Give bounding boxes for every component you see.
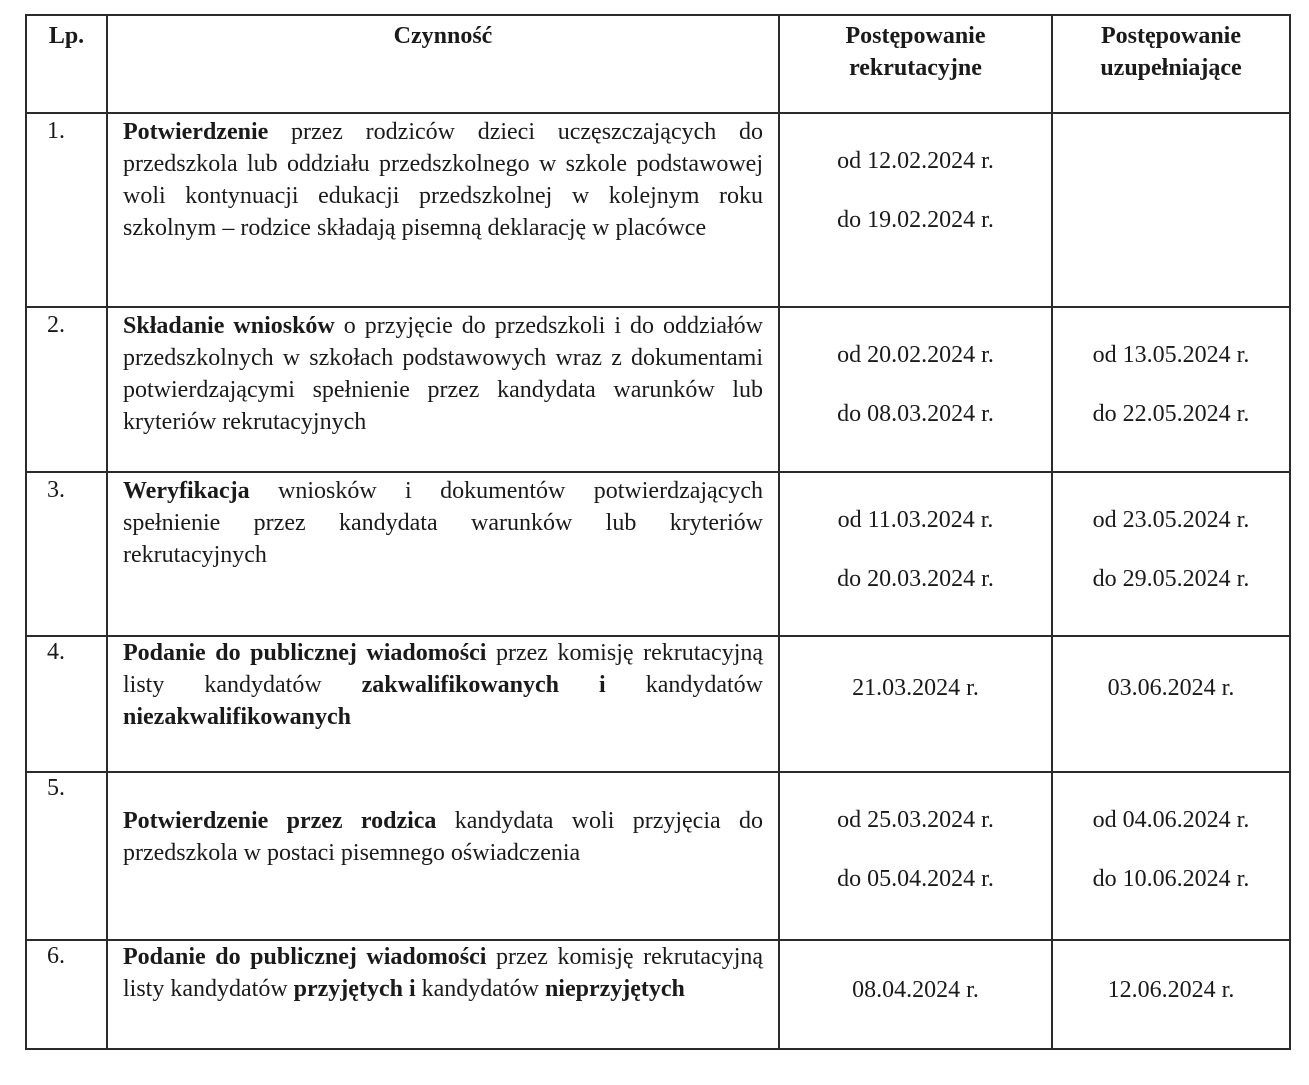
supplementary-from: od 23.05.2024 r. <box>1092 507 1250 533</box>
header-supplementary-line1: Postępowanie <box>1101 23 1241 49</box>
header-lp <box>26 15 107 113</box>
row-number-cell <box>26 636 107 772</box>
activity-bold: Podanie do publicznej wiadomości <box>123 944 487 970</box>
row-number: 2. <box>47 312 65 338</box>
row-number-cell <box>26 772 107 940</box>
header-recruitment-line2: rekrutacyjne <box>849 55 982 81</box>
header-row <box>26 15 1290 113</box>
header-supplementary-label <box>1053 16 1289 84</box>
activity-cell <box>107 772 779 940</box>
row-number-cell <box>26 472 107 636</box>
row-number-cell <box>26 113 107 307</box>
activity-bold: Weryfikacja <box>123 478 250 504</box>
activity-cell <box>107 472 779 636</box>
supplementary-from: od 13.05.2024 r. <box>1092 342 1250 368</box>
row-number: 6. <box>47 943 65 969</box>
row-number-cell <box>26 940 107 1049</box>
recruitment-date: 08.04.2024 r. <box>852 977 979 1003</box>
supplementary-to: do 10.06.2024 r. <box>1092 866 1250 892</box>
row-number: 3. <box>47 477 65 503</box>
table-row <box>26 636 1290 772</box>
supplementary-date: 12.06.2024 r. <box>1107 977 1235 1003</box>
header-recruitment-line1: Postępowanie <box>845 23 986 49</box>
supplementary-date-cell <box>1052 307 1290 472</box>
header-supplementary-line2: uzupełniające <box>1100 55 1242 81</box>
activity-bold: Potwierdzenie przez rodzica <box>123 808 437 834</box>
supplementary-from: od 04.06.2024 r. <box>1092 807 1250 833</box>
table-row <box>26 940 1290 1049</box>
row-number: 4. <box>47 639 65 665</box>
activity-bold-not-admitted: nieprzyjętych <box>544 976 685 1002</box>
recruitment-schedule-table <box>25 14 1291 1050</box>
recruitment-to: do 05.04.2024 r. <box>837 866 994 892</box>
activity-bold: Podanie do publicznej wiadomości <box>123 640 487 666</box>
recruitment-date-cell <box>779 113 1052 307</box>
supplementary-date-cell <box>1052 113 1290 307</box>
activity-cell <box>107 636 779 772</box>
supplementary-date-cell <box>1052 472 1290 636</box>
recruitment-from: od 11.03.2024 r. <box>837 507 994 533</box>
recruitment-date-cell <box>779 940 1052 1049</box>
recruitment-from: od 12.02.2024 r. <box>837 148 994 174</box>
recruitment-from: od 20.02.2024 r. <box>837 342 994 368</box>
activity-bold: Potwierdzenie <box>123 119 269 145</box>
recruitment-to: do 08.03.2024 r. <box>837 401 994 427</box>
supplementary-to: do 22.05.2024 r. <box>1092 401 1250 427</box>
activity-bold: Składanie wniosków <box>123 313 335 339</box>
activity-bold-qualified: zakwalifikowanych i <box>361 672 606 698</box>
recruitment-to: do 19.02.2024 r. <box>837 207 994 233</box>
recruitment-date-cell <box>779 636 1052 772</box>
activity-text: przez komisję rekrutacyjną listy kandydatów <box>123 640 764 698</box>
activity-text: o przyjęcie do przedszkoli i do oddziałów przedszkolnych w szkołach podstawowych wraz z dokumentami potwierdzającymi spełnienie przez kandydata warunków lub kryteriów rekrutacyjnych <box>123 313 764 435</box>
table-row <box>26 113 1290 307</box>
activity-bold-unqualified: niezakwalifikowanych <box>123 704 352 730</box>
supplementary-date: 03.06.2024 r. <box>1107 675 1235 701</box>
activity-text-2: kandydatów <box>605 672 763 698</box>
recruitment-date-cell <box>779 472 1052 636</box>
recruitment-from: od 25.03.2024 r. <box>837 807 994 833</box>
activity-cell <box>107 940 779 1049</box>
activity-text: wniosków i dokumentów potwierdzających spełnienie przez kandydata warunków lub kryteriów rekrutacyjnych <box>123 478 763 568</box>
row-number: 1. <box>47 118 65 144</box>
table-row <box>26 307 1290 472</box>
activity-text: kandydata woli przyjęcia do przedszkola w postaci pisemnego oświadczenia <box>123 808 763 866</box>
activity-text: przez rodziców dzieci uczęszczających do przedszkola lub oddziału przedszkolnego w szkole podstawowej woli kontynuacji edukacji przedszkolnej w kolejnym roku szkolnym – rodzice składają pisemną deklarację w placówce <box>123 119 763 241</box>
activity-bold-admitted: przyjętych i <box>293 976 416 1002</box>
header-activity <box>107 15 779 113</box>
supplementary-date-cell <box>1052 636 1290 772</box>
header-activity-label: Czynność <box>393 23 493 49</box>
header-supplementary <box>1052 15 1290 113</box>
recruitment-date: 21.03.2024 r. <box>852 675 979 701</box>
table-row <box>26 472 1290 636</box>
row-number: 5. <box>47 775 65 801</box>
recruitment-date-cell <box>779 772 1052 940</box>
activity-cell <box>107 113 779 307</box>
header-lp-label: Lp. <box>48 23 85 49</box>
table-row <box>26 772 1290 940</box>
activity-text: przez komisję rekrutacyjną listy kandydatów <box>123 944 764 1002</box>
recruitment-to: do 20.03.2024 r. <box>837 566 994 592</box>
recruitment-date-cell <box>779 307 1052 472</box>
supplementary-date-cell <box>1052 940 1290 1049</box>
supplementary-to: do 29.05.2024 r. <box>1092 566 1250 592</box>
activity-cell <box>107 307 779 472</box>
header-recruitment-label <box>780 16 1051 84</box>
supplementary-date-cell <box>1052 772 1290 940</box>
header-recruitment <box>779 15 1052 113</box>
row-number-cell <box>26 307 107 472</box>
activity-text-2: kandydatów <box>415 976 545 1002</box>
